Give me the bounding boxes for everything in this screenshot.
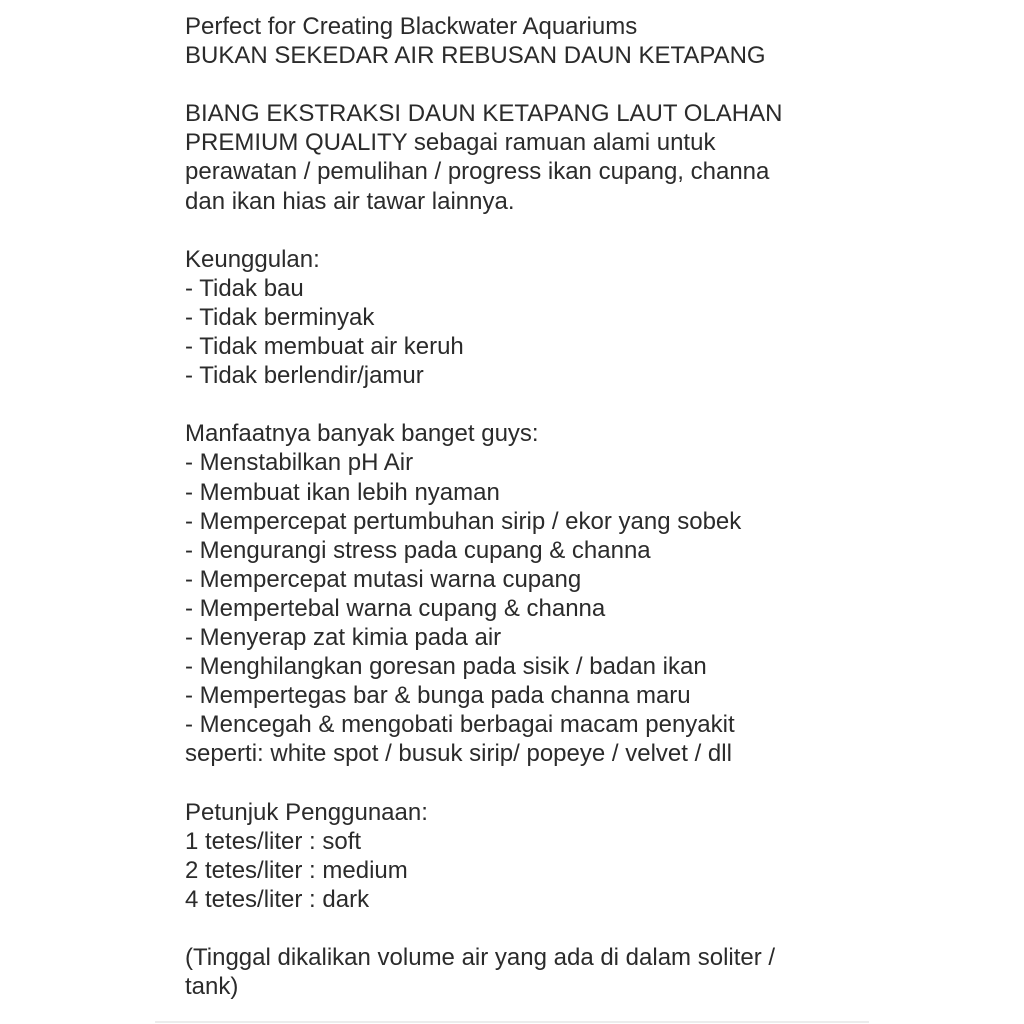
blank-line (185, 768, 845, 797)
usage-heading: Petunjuk Penggunaan: (185, 798, 428, 826)
advantage-item: - Tidak berminyak (185, 303, 375, 331)
usage-item: 2 tetes/liter : medium (185, 856, 408, 884)
bottom-divider (155, 1021, 869, 1023)
intro-line: dan ikan hias air tawar lainnya. (185, 187, 515, 215)
benefit-item-continuation: seperti: white spot / busuk sirip/ popeye / velvet / dll (185, 740, 732, 768)
blank-line (185, 216, 845, 245)
benefit-item: - Menstabilkan pH Air (185, 449, 414, 477)
benefit-item: - Mengurangi stress pada cupang & channa (185, 536, 651, 564)
advantages-heading: Keunggulan: (185, 245, 320, 273)
description-text (185, 12, 845, 1001)
benefits-heading: Manfaatnya banyak banget guys: (185, 420, 539, 448)
document-subtitle: BUKAN SEKEDAR AIR REBUSAN DAUN KETAPANG (185, 42, 766, 70)
advantage-item: - Tidak membuat air keruh (185, 333, 464, 361)
advantage-item: - Tidak bau (185, 274, 304, 302)
note-line: tank) (185, 973, 239, 1001)
benefit-item: - Mempercepat mutasi warna cupang (185, 565, 582, 593)
benefit-item: - Mempertegas bar & bunga pada channa maru (185, 682, 691, 710)
benefit-item: - Mempertebal warna cupang & channa (185, 594, 606, 622)
blank-line (185, 70, 845, 99)
usage-item: 1 tetes/liter : soft (185, 827, 362, 855)
intro-line: BIANG EKSTRAKSI DAUN KETAPANG LAUT OLAHAN (185, 100, 783, 128)
usage-item: 4 tetes/liter : dark (185, 885, 370, 913)
blank-line (185, 390, 845, 419)
intro-line: PREMIUM QUALITY sebagai ramuan alami untuk (185, 129, 716, 157)
benefit-item: - Menyerap zat kimia pada air (185, 623, 502, 651)
advantage-item: - Tidak berlendir/jamur (185, 362, 424, 390)
benefit-item: - Membuat ikan lebih nyaman (185, 478, 500, 506)
benefit-item: - Mempercepat pertumbuhan sirip / ekor yang sobek (185, 507, 742, 535)
intro-line: perawatan / pemulihan / progress ikan cupang, channa (185, 158, 770, 186)
document-title: Perfect for Creating Blackwater Aquariums (185, 13, 638, 40)
benefit-item: - Mencegah & mengobati berbagai macam penyakit (185, 711, 735, 739)
blank-line (185, 914, 845, 943)
benefit-item: - Menghilangkan goresan pada sisik / badan ikan (185, 653, 707, 681)
note-line: (Tinggal dikalikan volume air yang ada di dalam soliter / (185, 944, 776, 971)
